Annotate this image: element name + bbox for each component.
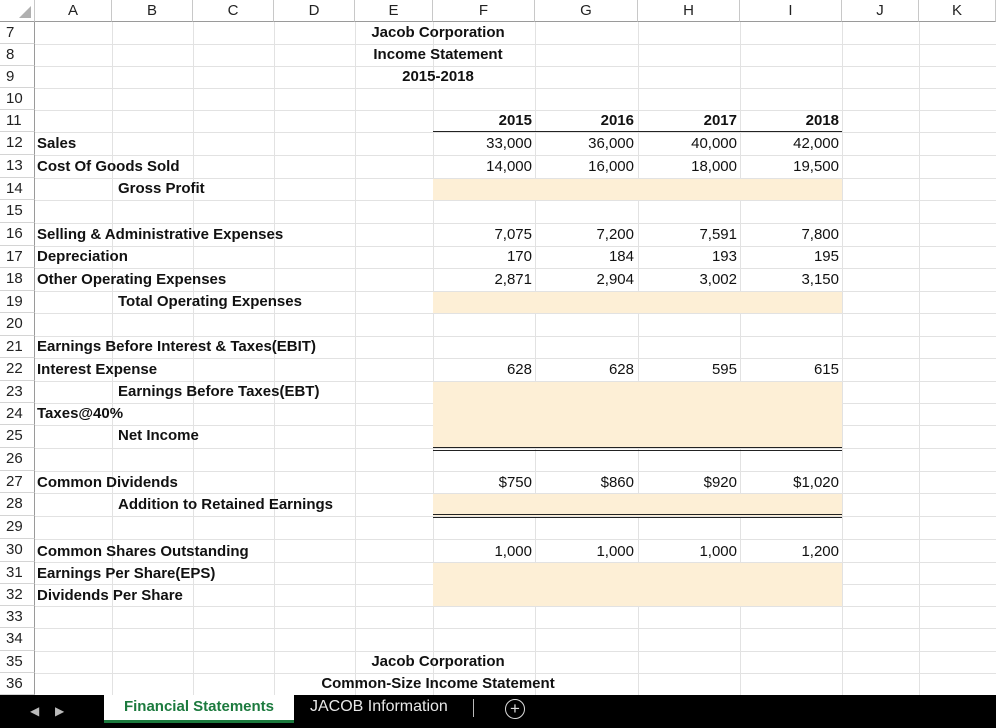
row-header[interactable]: 23 bbox=[0, 381, 35, 403]
label-retained[interactable]: Addition to Retained Earnings bbox=[118, 496, 334, 513]
cogs-value[interactable]: 19,500 bbox=[793, 158, 839, 175]
column-header-c[interactable]: C bbox=[193, 0, 274, 22]
year-header[interactable]: 2018 bbox=[805, 112, 839, 129]
row-header[interactable]: 13 bbox=[0, 155, 35, 178]
other-opex-value[interactable]: 3,150 bbox=[801, 271, 839, 288]
row-header[interactable]: 7 bbox=[0, 22, 35, 44]
eps-dps-fill[interactable] bbox=[433, 563, 842, 606]
label-dps[interactable]: Dividends Per Share bbox=[37, 587, 183, 604]
row-header[interactable]: 33 bbox=[0, 606, 35, 628]
dividends-value[interactable]: $920 bbox=[703, 474, 737, 491]
depreciation-value[interactable]: 193 bbox=[711, 248, 737, 265]
row-header[interactable]: 34 bbox=[0, 628, 35, 651]
period-title: 2015-2018 bbox=[402, 68, 474, 85]
depreciation-value[interactable]: 170 bbox=[506, 248, 532, 265]
cogs-value[interactable]: 16,000 bbox=[588, 158, 634, 175]
column-header-b[interactable]: B bbox=[112, 0, 193, 22]
tab-divider bbox=[473, 699, 474, 717]
arrow-left-icon[interactable]: ◀ bbox=[30, 704, 40, 718]
plus-circle-icon[interactable]: + bbox=[505, 699, 525, 719]
cogs-value[interactable]: 14,000 bbox=[486, 158, 532, 175]
depreciation-value[interactable]: 195 bbox=[813, 248, 839, 265]
row-header[interactable]: 27 bbox=[0, 471, 35, 493]
common-size-company-title: Jacob Corporation bbox=[371, 653, 505, 670]
company-title: Jacob Corporation bbox=[371, 24, 505, 41]
label-eps[interactable]: Earnings Per Share(EPS) bbox=[37, 565, 216, 582]
label-cogs[interactable]: Cost Of Goods Sold bbox=[37, 158, 180, 175]
row-header[interactable]: 17 bbox=[0, 246, 35, 268]
common-size-statement-title: Common-Size Income Statement bbox=[321, 675, 555, 692]
other-opex-value[interactable]: 2,871 bbox=[494, 271, 532, 288]
sga-value[interactable]: 7,800 bbox=[801, 226, 839, 243]
tab-financial-statements[interactable]: Financial Statements bbox=[104, 695, 294, 723]
column-header-e[interactable]: E bbox=[355, 0, 433, 22]
sheet-tab-bar bbox=[0, 695, 996, 728]
label-other-opex[interactable]: Other Operating Expenses bbox=[37, 271, 227, 288]
year-header[interactable]: 2017 bbox=[703, 112, 737, 129]
row-header[interactable]: 18 bbox=[0, 268, 35, 291]
label-interest[interactable]: Interest Expense bbox=[37, 361, 158, 378]
select-all-corner[interactable] bbox=[0, 0, 35, 22]
label-sga[interactable]: Selling & Administrative Expenses bbox=[37, 226, 284, 243]
depreciation-value[interactable]: 184 bbox=[608, 248, 634, 265]
sga-value[interactable]: 7,591 bbox=[699, 226, 737, 243]
row-header[interactable]: 35 bbox=[0, 651, 35, 673]
net-income-double-border bbox=[433, 447, 842, 451]
row-header[interactable]: 11 bbox=[0, 110, 35, 132]
row-header[interactable]: 14 bbox=[0, 178, 35, 200]
row-header[interactable]: 30 bbox=[0, 539, 35, 562]
row-header[interactable]: 28 bbox=[0, 493, 35, 516]
label-net-income[interactable]: Net Income bbox=[118, 427, 199, 444]
sales-value[interactable]: 42,000 bbox=[793, 135, 839, 152]
column-header-j[interactable]: J bbox=[842, 0, 919, 22]
column-header-i[interactable]: I bbox=[740, 0, 842, 22]
label-sales[interactable]: Sales bbox=[37, 135, 77, 152]
dividends-value[interactable]: $750 bbox=[498, 474, 532, 491]
label-ebt[interactable]: Earnings Before Taxes(EBT) bbox=[118, 383, 320, 400]
interest-value[interactable]: 628 bbox=[506, 361, 532, 378]
ebt-to-net-income-fill[interactable] bbox=[433, 382, 842, 448]
row-header[interactable]: 19 bbox=[0, 291, 35, 313]
label-taxes[interactable]: Taxes@40% bbox=[37, 405, 124, 422]
statement-title: Income Statement bbox=[373, 46, 503, 63]
cogs-value[interactable]: 18,000 bbox=[691, 158, 737, 175]
arrow-right-icon[interactable]: ▶ bbox=[55, 704, 65, 718]
sga-value[interactable]: 7,200 bbox=[596, 226, 634, 243]
label-total-opex[interactable]: Total Operating Expenses bbox=[118, 293, 302, 310]
other-opex-value[interactable]: 3,002 bbox=[699, 271, 737, 288]
sales-value[interactable]: 40,000 bbox=[691, 135, 737, 152]
label-gross-profit[interactable]: Gross Profit bbox=[118, 180, 205, 197]
total-opex-fill[interactable] bbox=[433, 292, 842, 313]
row-header[interactable]: 32 bbox=[0, 584, 35, 606]
row-header[interactable]: 24 bbox=[0, 403, 35, 425]
tab-jacob-information[interactable]: JACOB Information bbox=[310, 698, 448, 715]
row-header[interactable]: 8 bbox=[0, 44, 35, 66]
label-shares[interactable]: Common Shares Outstanding bbox=[37, 543, 249, 560]
column-header-f[interactable]: F bbox=[433, 0, 535, 22]
label-depreciation[interactable]: Depreciation bbox=[37, 248, 128, 265]
shares-value[interactable]: 1,000 bbox=[699, 543, 737, 560]
shares-value[interactable]: 1,000 bbox=[596, 543, 634, 560]
row-header[interactable]: 22 bbox=[0, 358, 35, 381]
row-header[interactable]: 25 bbox=[0, 425, 35, 448]
column-header-a[interactable]: A bbox=[35, 0, 112, 22]
dividends-value[interactable]: $860 bbox=[600, 474, 634, 491]
row-header[interactable]: 12 bbox=[0, 132, 35, 155]
row-header[interactable]: 29 bbox=[0, 516, 35, 539]
shares-value[interactable]: 1,000 bbox=[494, 543, 532, 560]
other-opex-value[interactable]: 2,904 bbox=[596, 271, 634, 288]
dividends-value[interactable]: $1,020 bbox=[793, 474, 839, 491]
sales-value[interactable]: 36,000 bbox=[588, 135, 634, 152]
column-header-k[interactable]: K bbox=[919, 0, 996, 22]
column-header-g[interactable]: G bbox=[535, 0, 638, 22]
row-header[interactable]: 15 bbox=[0, 200, 35, 223]
row-header[interactable]: 36 bbox=[0, 673, 35, 695]
shares-value[interactable]: 1,200 bbox=[801, 543, 839, 560]
row-header[interactable]: 21 bbox=[0, 336, 35, 358]
column-header-d[interactable]: D bbox=[274, 0, 355, 22]
retained-earnings-fill[interactable] bbox=[433, 494, 842, 516]
interest-value[interactable]: 595 bbox=[711, 361, 737, 378]
row-header[interactable]: 16 bbox=[0, 223, 35, 246]
row-header[interactable]: 9 bbox=[0, 66, 35, 88]
interest-value[interactable]: 615 bbox=[813, 361, 839, 378]
column-header-h[interactable]: H bbox=[638, 0, 740, 22]
sga-value[interactable]: 7,075 bbox=[494, 226, 532, 243]
gross-profit-fill[interactable] bbox=[433, 179, 842, 200]
row-header[interactable]: 20 bbox=[0, 313, 35, 336]
year-header[interactable]: 2016 bbox=[600, 112, 634, 129]
label-dividends[interactable]: Common Dividends bbox=[37, 474, 178, 491]
row-header[interactable]: 26 bbox=[0, 448, 35, 471]
row-header[interactable]: 10 bbox=[0, 88, 35, 110]
sales-value[interactable]: 33,000 bbox=[486, 135, 532, 152]
retained-earnings-double-border bbox=[433, 514, 842, 518]
row-header[interactable]: 31 bbox=[0, 562, 35, 584]
year-header[interactable]: 2015 bbox=[498, 112, 532, 129]
label-ebit[interactable]: Earnings Before Interest & Taxes(EBIT) bbox=[37, 338, 316, 355]
interest-value[interactable]: 628 bbox=[608, 361, 634, 378]
